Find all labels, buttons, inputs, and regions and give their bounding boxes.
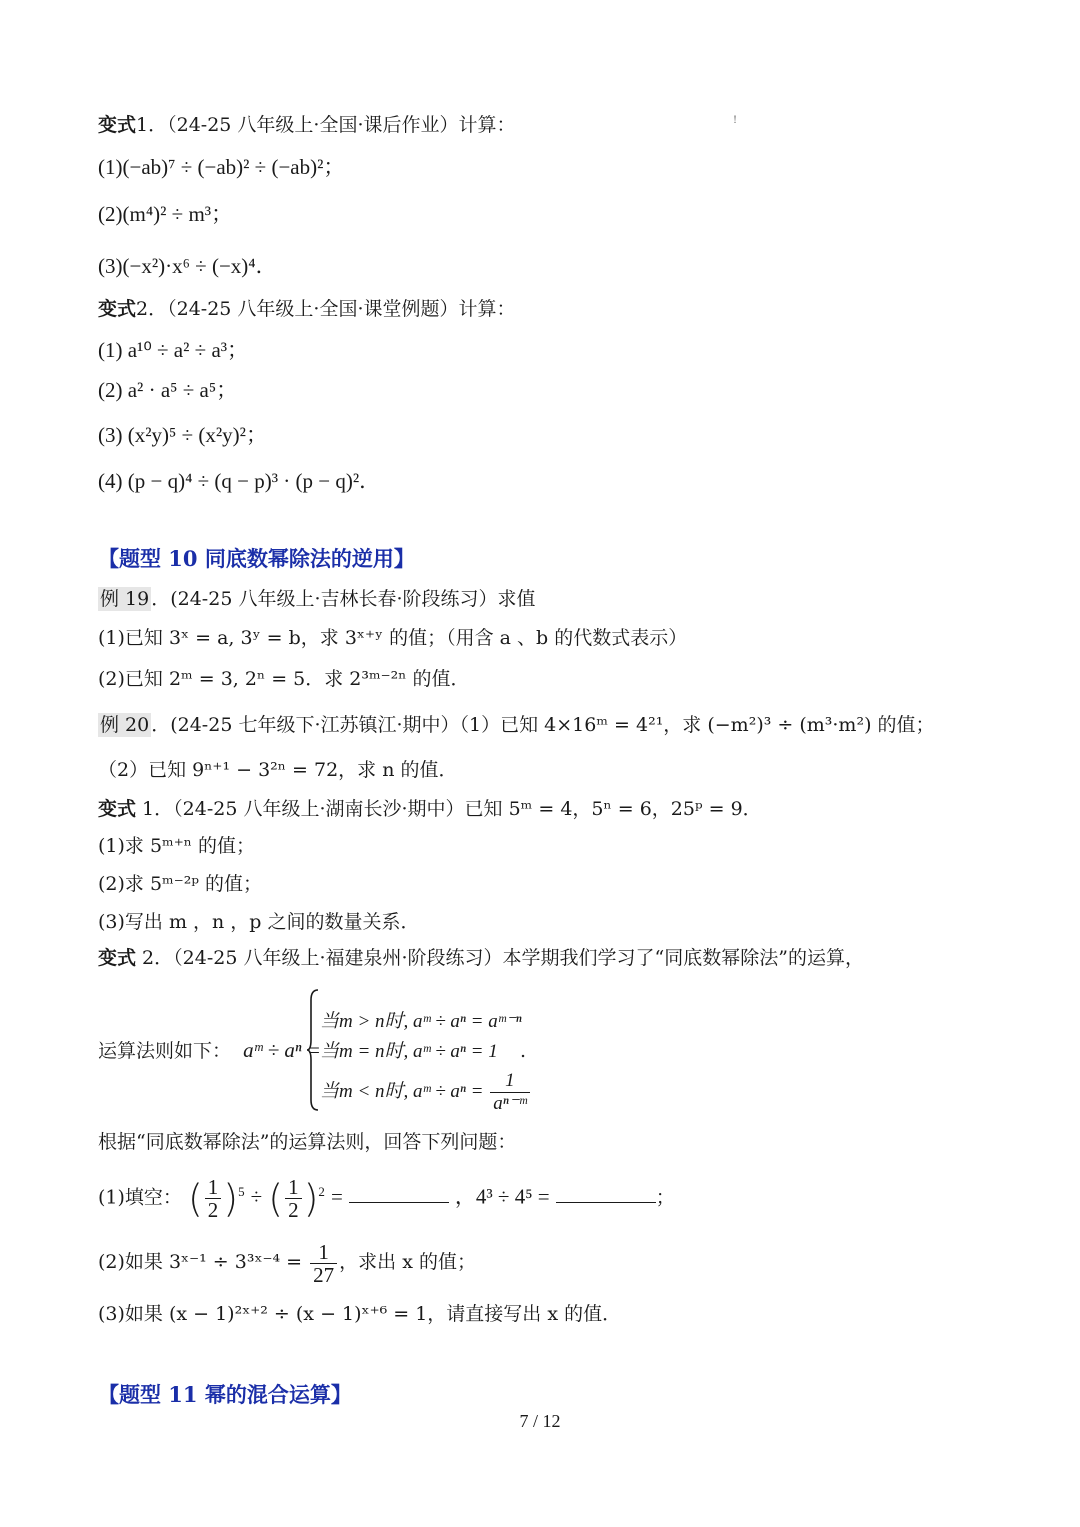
example-label: 例 20 xyxy=(100,714,150,736)
variant-label: 变式 xyxy=(98,947,137,969)
question-label: (1)填空： xyxy=(98,1186,182,1209)
left-brace-icon xyxy=(306,988,320,1112)
fraction-numerator: 1 xyxy=(310,1241,337,1264)
rule-case-2: 当m = n时, aᵐ ÷ aⁿ = 1 xyxy=(320,1041,498,1062)
question-text: (2)如果 3ˣ⁻¹ ÷ 3³ˣ⁻⁴ = xyxy=(98,1251,303,1273)
fraction-denominator: 27 xyxy=(313,1262,335,1287)
paren: ) xyxy=(223,1176,239,1221)
fraction xyxy=(205,1176,222,1221)
fraction-numerator: 1 xyxy=(285,1176,302,1199)
example-label: 例 19 xyxy=(100,588,150,610)
variant-label: 变式 xyxy=(98,798,137,820)
variant-1-title xyxy=(98,112,516,138)
problem-item: (2) a² · a⁵ ÷ a⁵； xyxy=(98,378,238,402)
problem-item: (1)求 5ᵐ⁺ⁿ 的值； xyxy=(98,835,255,857)
fraction xyxy=(285,1176,302,1221)
question-tail: ，求出 x 的值； xyxy=(339,1251,476,1273)
question-2 xyxy=(98,1240,476,1286)
example-source: ．(24-25 七年级下·江苏镇江·期中）（1）已知 4×16ᵐ = 4²¹，求 (−m²)³ ÷ (m³·m²) 的值； xyxy=(151,714,935,736)
problem-item: (3)(−x²)·x⁶ ÷ (−x)⁴． xyxy=(98,254,277,278)
rule-case-3 xyxy=(320,1070,532,1115)
variant-label: 变式 xyxy=(98,114,137,136)
variant-source: 2．（24-25 八年级上·福建泉州·阶段练习）本学期我们学习了“同底数幂除法”的运算， xyxy=(136,947,864,969)
variant-source: （24-25 八年级上·全国·课后作业）计算： xyxy=(167,114,516,136)
example-19-title xyxy=(98,586,536,612)
rule-case-3-text: 当m < n时, aᵐ ÷ aⁿ = xyxy=(320,1080,484,1102)
example-source: ．(24-25 八年级上·吉林长春·阶段练习）求值 xyxy=(151,588,536,610)
exponent: 2 xyxy=(318,1184,325,1199)
paren: ) xyxy=(303,1176,319,1221)
problem-item: (1)(−ab)⁷ ÷ (−ab)² ÷ (−ab)²； xyxy=(98,155,345,179)
rule-intro: 根据“同底数幂除法”的运算法则，回答下列问题： xyxy=(98,1131,517,1153)
rule-end: . xyxy=(520,1040,527,1062)
problem-item: (4) (p − q)⁴ ÷ (q − p)³ · (p − q)²． xyxy=(98,469,381,493)
answer-blank[interactable] xyxy=(349,1184,449,1203)
page-number: 7 / 12 xyxy=(519,1411,561,1431)
variant-number: 1． xyxy=(136,114,168,136)
variant-4-title xyxy=(98,945,864,971)
rule-lead-text: 运算法则如下： xyxy=(98,1040,232,1062)
fraction-denominator: 2 xyxy=(288,1197,299,1222)
rule-lead xyxy=(98,1037,321,1064)
corner-mark: ! xyxy=(733,115,738,126)
example-20-title xyxy=(98,712,935,738)
variant-source: （24-25 八年级上·全国·课堂例题）计算： xyxy=(167,298,516,320)
fraction-numerator: 1 xyxy=(205,1176,222,1199)
problem-item: (3)写出 m ，n ，p 之间的数量关系． xyxy=(98,911,420,933)
fraction xyxy=(490,1070,529,1115)
operator: = xyxy=(330,1184,343,1209)
problem-item: (3) (x²y)⁵ ÷ (x²y)²； xyxy=(98,423,267,447)
problem-item: （2）已知 9ⁿ⁺¹ − 3²ⁿ = 72，求 n 的值． xyxy=(98,759,458,781)
rule-case-1: 当m > n时, aᵐ ÷ aⁿ = aᵐ⁻ⁿ xyxy=(320,1011,522,1032)
variant-2-title xyxy=(98,296,516,322)
fraction-denominator: 2 xyxy=(207,1197,219,1222)
question-1 xyxy=(98,1170,675,1221)
rule-lhs: aᵐ ÷ aⁿ = xyxy=(243,1038,321,1062)
variant-label: 变式 xyxy=(98,298,137,320)
fraction xyxy=(310,1241,337,1286)
expression: ，4³ ÷ 4⁵ = xyxy=(454,1184,550,1209)
problem-item: (2)已知 2ᵐ = 3, 2ⁿ = 5．求 2³ᵐ⁻²ⁿ 的值． xyxy=(98,668,470,690)
exponent: 5 xyxy=(238,1184,245,1199)
question-3: (3)如果 (x − 1)²ˣ⁺² ÷ (x − 1)ˣ⁺⁶ = 1，请直接写出 x 的值． xyxy=(98,1303,622,1325)
variant-number: 2． xyxy=(136,298,168,320)
problem-item: (2)(m⁴)² ÷ m³； xyxy=(98,202,233,226)
problem-item: (1)已知 3ˣ = a, 3ʸ = b，求 3ˣ⁺ʸ 的值；（用含 a 、b 的代数式表示） xyxy=(98,627,688,649)
problem-item: (2)求 5ᵐ⁻²ᵖ 的值； xyxy=(98,873,262,895)
fraction-numerator: 1 xyxy=(490,1070,529,1093)
operator: ÷ xyxy=(250,1184,263,1209)
paren: ( xyxy=(187,1176,203,1221)
problem-item: (1) a¹⁰ ÷ a² ÷ a³； xyxy=(98,338,249,362)
section-heading: 【题型 10 同底数幂除法的逆用】 xyxy=(98,546,415,571)
punctuation: ； xyxy=(655,1186,675,1209)
variant-source: 1．（24-25 八年级上·湖南长沙·期中）已知 5ᵐ = 4，5ⁿ = 6，25ᵖ = 9． xyxy=(136,798,762,820)
fraction-denominator: aⁿ⁻ᵐ xyxy=(493,1093,527,1114)
section-heading: 【题型 11 幂的混合运算】 xyxy=(98,1382,352,1407)
variant-3-title xyxy=(98,796,762,822)
paren: ( xyxy=(268,1176,284,1221)
answer-blank[interactable] xyxy=(556,1184,656,1203)
